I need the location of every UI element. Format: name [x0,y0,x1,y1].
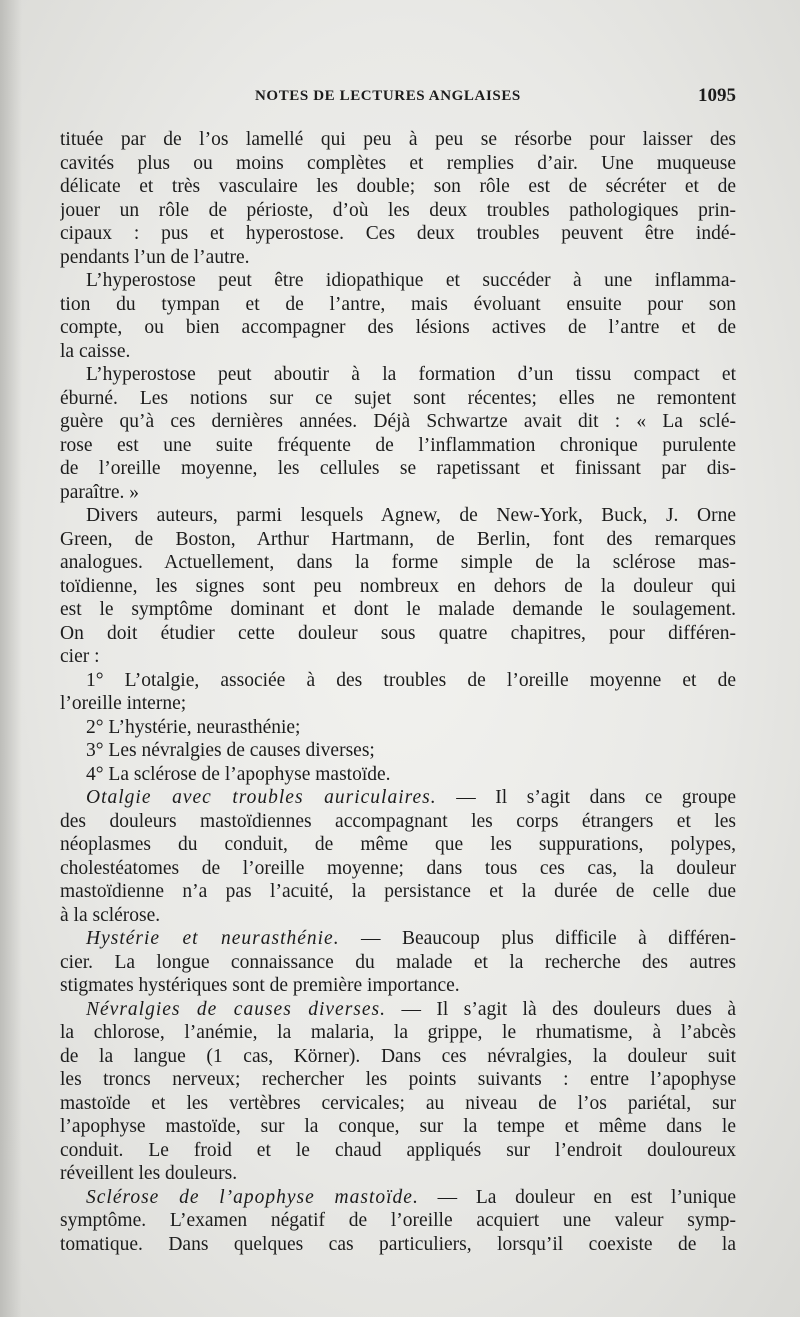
text-line: toïdienne, les signes sont peu nombreux en dehors de la douleur qui [60,575,736,597]
text-line: de l’oreille moyenne, les cellules se rapetissant et finissant par dis- [60,458,736,479]
list-item: 4° La sclérose de l’apophyse mastoïde. [86,763,391,785]
text-line: L’hyperostose peut être idiopathique et succéder à une inflamma- [86,270,736,291]
page-number: 1095 [698,85,736,106]
text-line: l’apophyse mastoïde, sur la conque, sur la tempe et même dans le [60,1116,736,1137]
text-line: mastoïde et les vertèbres cervicales; au niveau de l’os pariétal, sur [60,1092,736,1114]
text-line: de la langue (1 cas, Körner). Dans ces névralgies, la douleur suit [60,1045,736,1067]
list-item: 2° L’hystérie, neurasthénie; [86,716,301,738]
text-line: pendants l’un de l’autre. [60,246,250,268]
text-line: tituée par de l’os lamellé qui peu à peu se résorbe pour laisser des [60,129,736,150]
text-line [60,786,736,810]
text-line [60,927,736,951]
text-run: — La douleur en est l’unique [437,1186,736,1208]
heading-hysterie: Hystérie et neurasthénie. [86,928,340,949]
text-line: la chlorose, l’anémie, la malaria, la grippe, le rhumatisme, à l’abcès [60,1022,736,1043]
text-line: néoplasmes du conduit, de même que les suppurations, polypes, [60,834,736,855]
text-run: — Il s’agit là des douleurs dues à [401,998,736,1020]
text-line: On doit étudier cette douleur sous quatre chapitres, pour différen- [60,622,736,644]
text-line: compte, ou bien accompagner des lésions actives de l’antre et de [60,317,736,338]
text-run: — Beaucoup plus difficile à différen- [361,928,736,949]
text-line: rose est une suite fréquente de l’inflammation chronique purulente [60,434,736,456]
text-line: éburné. Les notions sur ce sujet sont récentes; elles ne remontent [60,387,736,409]
page-edge-shadow [0,0,22,1317]
heading-nevralgies: Névralgies de causes diverses. [86,998,387,1020]
text-line: mastoïdienne n’a pas l’acuité, la persistance et la durée de celle due [60,881,736,902]
text-line: guère qu’à ces dernières années. Déjà Schwartze avait dit : « La sclé- [60,411,736,432]
list-item: 1° L’otalgie, associée à des troubles de l’oreille moyenne et de [86,669,736,691]
list-item: 3° Les névralgies de causes diverses; [86,740,375,761]
text-line: tion du tympan et de l’antre, mais évoluant ensuite pour son [60,293,736,315]
text-line: la caisse. [60,340,131,362]
text-run: — Il s’agit dans ce groupe [456,787,736,808]
text-line: cier : [60,646,100,667]
text-line: symptôme. L’examen négatif de l’oreille acquiert une valeur symp- [60,1210,736,1231]
text-line [60,1186,736,1210]
text-line: est le symptôme dominant et dont le malade demande le soulagement. [60,599,736,620]
text-line: cier. La longue connaissance du malade et la recherche des autres [60,951,736,973]
heading-otalgie: Otalgie avec troubles auriculaires. [86,787,437,808]
text-line [60,998,736,1022]
page-header [60,85,736,112]
text-line: l’oreille interne; [60,693,187,714]
text-line: à la sclérose. [60,904,161,926]
text-line: Green, de Boston, Arthur Hartmann, de Berlin, font des remarques [60,528,736,550]
text-line: L’hyperostose peut aboutir à la formation d’un tissu compact et [86,364,736,385]
text-line: analogues. Actuellement, dans la forme simple de la sclérose mas- [60,552,736,573]
text-line: cholestéatomes de l’oreille moyenne; dans tous ces cas, la douleur [60,857,736,879]
text-line: paraître. » [60,481,140,503]
text-line: stigmates hystériques sont de première importance. [60,975,460,996]
text-line: les troncs nerveux; rechercher les points suivants : entre l’apophyse [60,1069,736,1090]
text-line: cavités plus ou moins complètes et remplies d’air. Une muqueuse [60,152,736,174]
text-line: conduit. Le froid et le chaud appliqués sur l’endroit douloureux [60,1139,736,1161]
text-line: tomatique. Dans quelques cas particuliers, lorsqu’il coexiste de la [60,1233,736,1255]
body-text [60,128,736,1256]
text-line: Divers auteurs, parmi lesquels Agnew, de New-York, Buck, J. Orne [86,505,736,526]
text-line: réveillent les douleurs. [60,1163,238,1184]
heading-sclerose: Sclérose de l’apophyse mastoïde. [86,1186,419,1208]
text-line: jouer un rôle de périoste, d’où les deux troubles pathologiques prin- [60,199,736,221]
text-line: des douleurs mastoïdiennes accompagnant les corps étrangers et les [60,810,736,832]
text-line: délicate et très vasculaire les double; son rôle est de sécréter et de [60,176,736,197]
running-head: NOTES DE LECTURES ANGLAISES [255,88,521,104]
text-line: cipaux : pus et hyperostose. Ces deux troubles peuvent être indé- [60,223,736,244]
